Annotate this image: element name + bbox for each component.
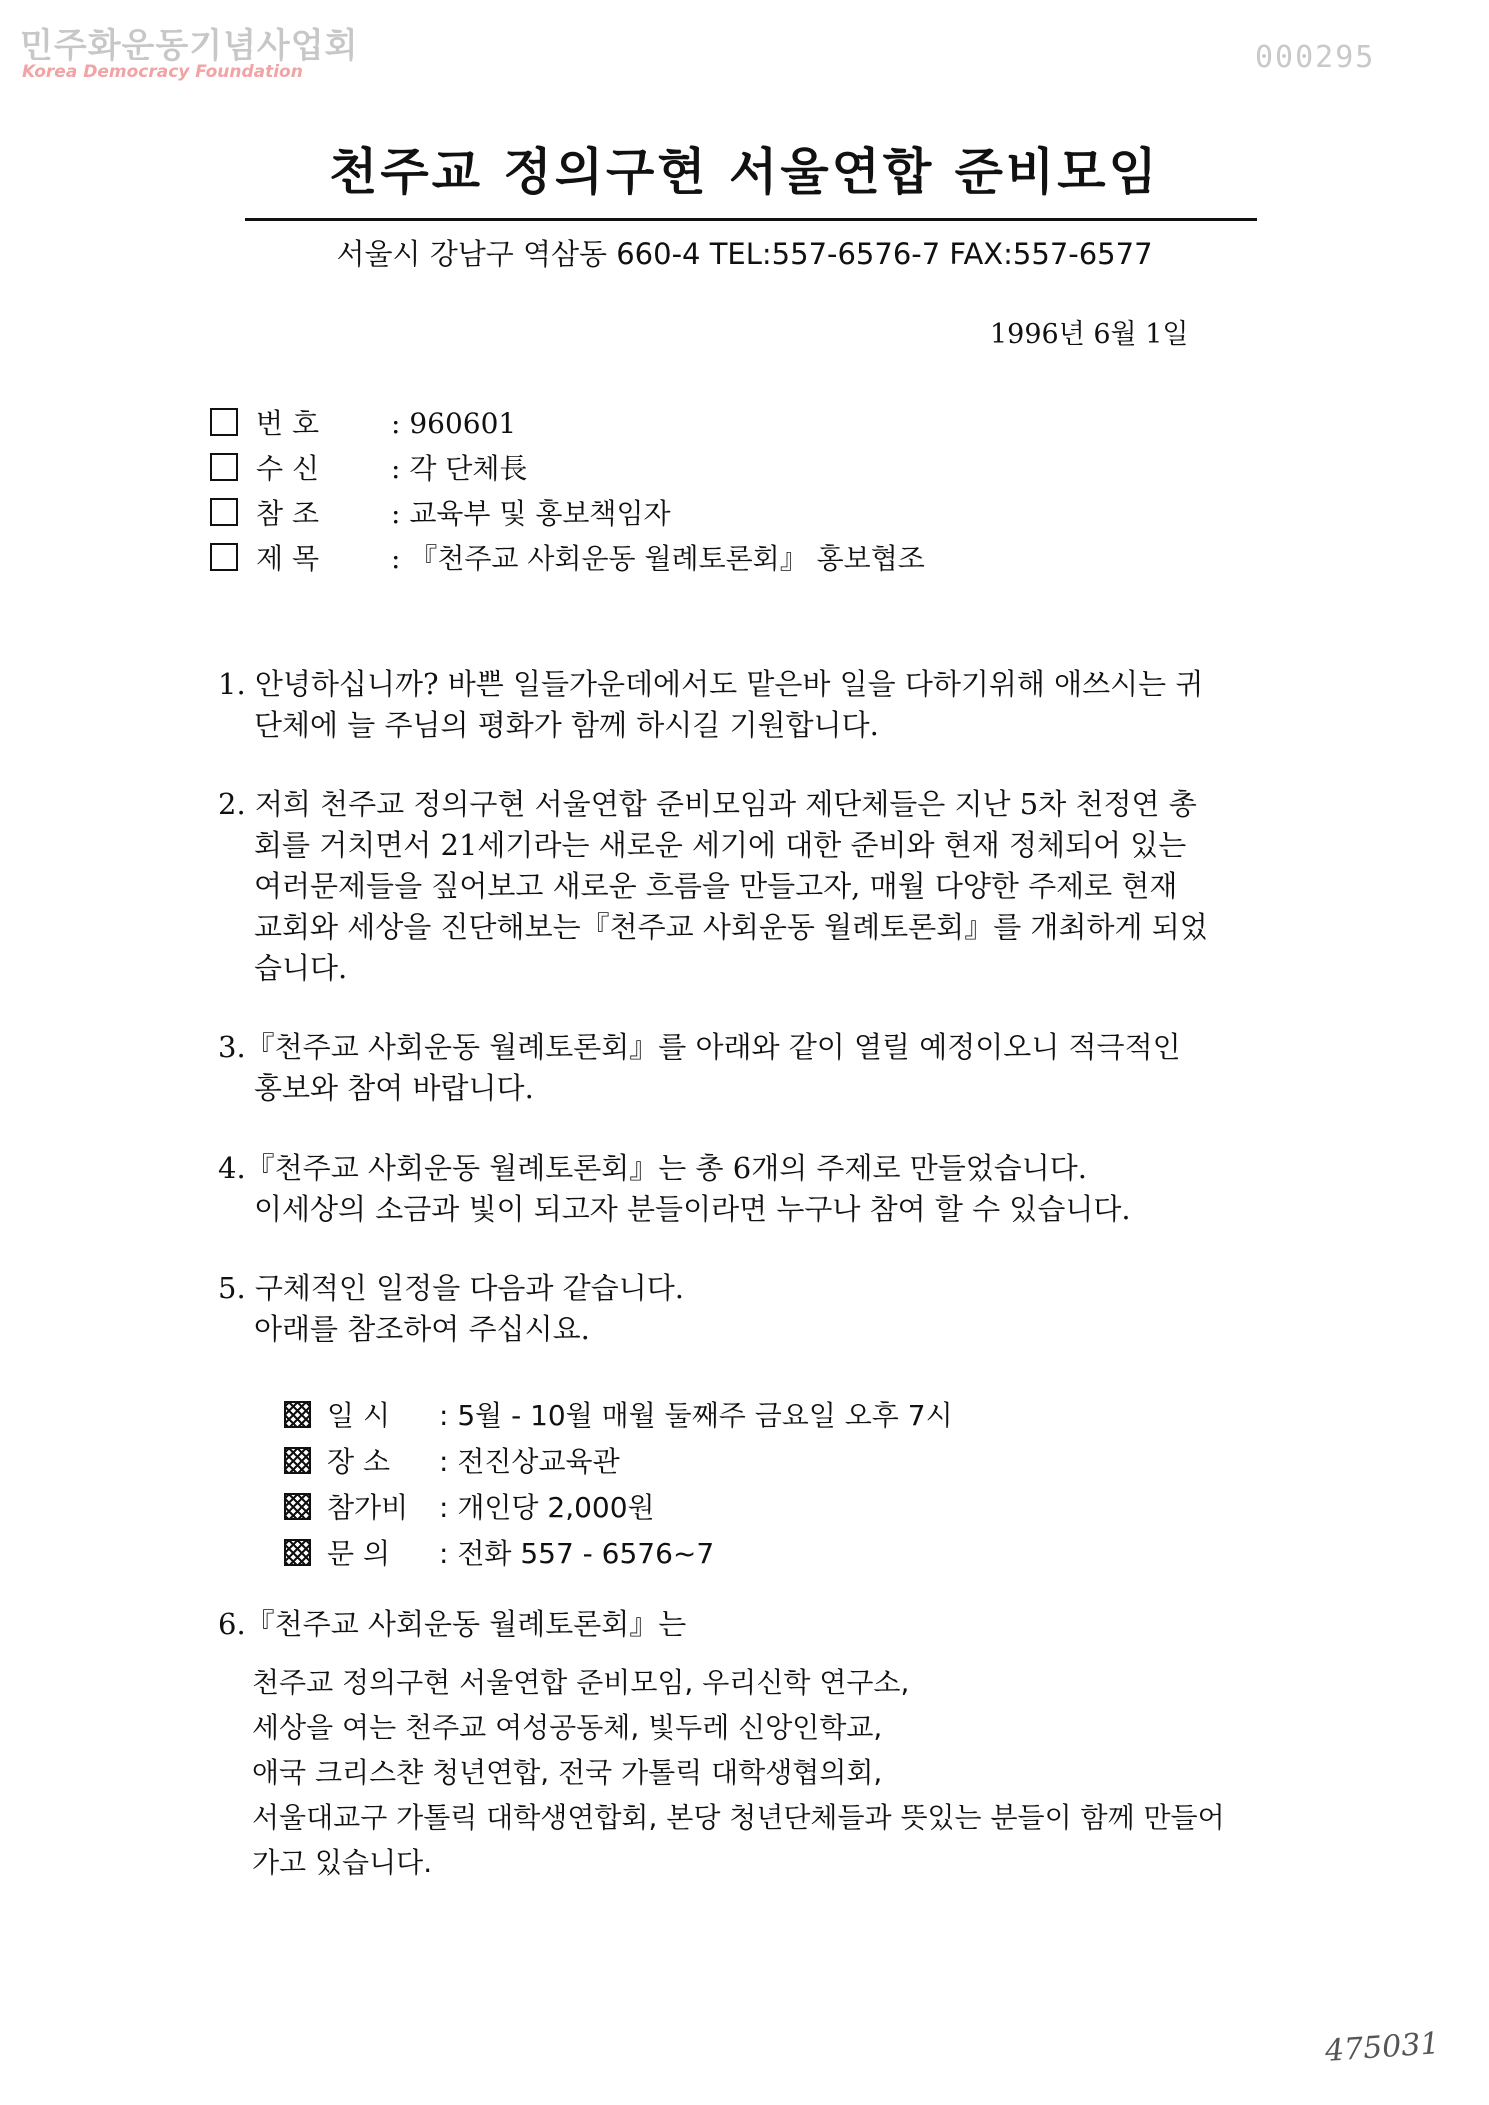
schedule-label: 장 소 (327, 1445, 390, 1478)
schedule-value: : 전진상교육관 (439, 1445, 620, 1478)
meta-label: 제 목 (256, 542, 319, 575)
schedule-value: : 5월 - 10월 매월 둘째주 금요일 오후 7시 (439, 1399, 953, 1432)
meta-row-recipient (210, 449, 527, 489)
section-6-heading (218, 1604, 1318, 1645)
meta-label: 참 조 (256, 497, 319, 530)
schedule-label: 일 시 (327, 1399, 390, 1432)
schedule-row-fee (284, 1486, 655, 1530)
paragraph-1 (218, 664, 1318, 746)
meta-row-reference (210, 494, 671, 534)
letterhead-address: 서울시 강남구 역삼동 660-4 TEL:557-6576-7 FAX:557-6577 (336, 237, 1153, 271)
handwritten-archive-number: 475031 (1323, 2026, 1441, 2069)
paragraph-line: 여러문제들을 짚어보고 새로운 흐름을 만들고자, 매월 다양한 주제로 현재 (254, 869, 1178, 903)
paragraph-line: 단체에 늘 주님의 평화가 함께 하시길 기원합니다. (254, 708, 879, 742)
meta-row-number (210, 404, 516, 444)
paragraph-4 (218, 1148, 1318, 1230)
schedule-row-place (284, 1440, 620, 1484)
paragraph-line: 6.『천주교 사회운동 월례토론회』는 (218, 1607, 687, 1641)
hatched-bullet-icon (284, 1493, 311, 1520)
paragraph-2 (218, 784, 1318, 989)
meta-value: : 교육부 및 홍보책임자 (391, 497, 671, 530)
schedule-value: : 전화 557 - 6576~7 (439, 1537, 715, 1570)
schedule-row-time (284, 1394, 953, 1438)
checkbox-icon (210, 408, 238, 436)
meta-row-subject (210, 539, 925, 579)
schedule-value: : 개인당 2,000원 (439, 1491, 655, 1524)
checkbox-icon (210, 453, 238, 481)
section-6-line: 서울대교구 가톨릭 대학생연합회, 본당 청년단체들과 뜻있는 분들이 함께 만들어 (252, 1801, 1225, 1834)
foundation-watermark-english: Korea Democracy Foundation (22, 62, 303, 82)
schedule-label: 문 의 (327, 1537, 390, 1570)
letterhead-title: 천주교 정의구현 서울연합 준비모임 (329, 143, 1160, 201)
meta-value: : 각 단체長 (391, 452, 528, 485)
document-date: 1996년 6월 1일 (990, 319, 1189, 350)
meta-label: 수 신 (256, 452, 319, 485)
section-6-line: 천주교 정의구현 서울연합 준비모임, 우리신학 연구소, (252, 1666, 910, 1699)
paragraph-line: 아래를 참조하여 주십시요. (254, 1312, 590, 1346)
meta-label: 번 호 (256, 407, 319, 440)
schedule-row-contact (284, 1532, 714, 1576)
checkbox-icon (210, 543, 238, 571)
meta-value: : 『천주교 사회운동 월례토론회』 홍보협조 (391, 542, 925, 575)
foundation-watermark-korean: 민주화운동기념사업회 (20, 26, 359, 66)
paragraph-line: 홍보와 참여 바랍니다. (254, 1071, 534, 1105)
archive-doc-number: 000295 (1255, 40, 1376, 75)
section-6-line: 애국 크리스챤 청년연합, 전국 가톨릭 대학생협의회, (252, 1756, 883, 1789)
hatched-bullet-icon (284, 1539, 311, 1566)
paragraph-line: 4.『천주교 사회운동 월례토론회』는 총 6개의 주제로 만들었습니다. (218, 1151, 1087, 1185)
meta-value: : 960601 (391, 407, 517, 440)
paragraph-3 (218, 1027, 1318, 1109)
letterhead-divider (245, 218, 1257, 221)
paragraph-line: 5. 구체적인 일정을 다음과 같습니다. (218, 1271, 684, 1305)
section-6-line: 가고 있습니다. (252, 1846, 433, 1879)
paragraph-line: 이세상의 소금과 빛이 되고자 분들이라면 누구나 참여 할 수 있습니다. (254, 1192, 1131, 1226)
paragraph-5 (218, 1268, 1318, 1350)
paragraph-line: 3.『천주교 사회운동 월례토론회』를 아래와 같이 열릴 예정이오니 적극적인 (218, 1030, 1181, 1064)
paragraph-line: 교회와 세상을 진단해보는『천주교 사회운동 월례토론회』를 개최하게 되었 (254, 910, 1208, 944)
schedule-label: 참가비 (327, 1491, 409, 1524)
paragraph-line: 습니다. (254, 951, 348, 985)
hatched-bullet-icon (284, 1447, 311, 1474)
checkbox-icon (210, 498, 238, 526)
section-6-line: 세상을 여는 천주교 여성공동체, 빛두레 신앙인학교, (252, 1711, 883, 1744)
paragraph-line: 회를 거치면서 21세기라는 새로운 세기에 대한 준비와 현재 정체되어 있는 (254, 828, 1187, 862)
hatched-bullet-icon (284, 1401, 311, 1428)
paragraph-line: 1. 안녕하십니까? 바쁜 일들가운데에서도 맡은바 일을 다하기위해 애쓰시는 귀 (218, 667, 1204, 701)
paragraph-line: 2. 저희 천주교 정의구현 서울연합 준비모임과 제단체들은 지난 5차 천정연 총 (218, 787, 1197, 821)
